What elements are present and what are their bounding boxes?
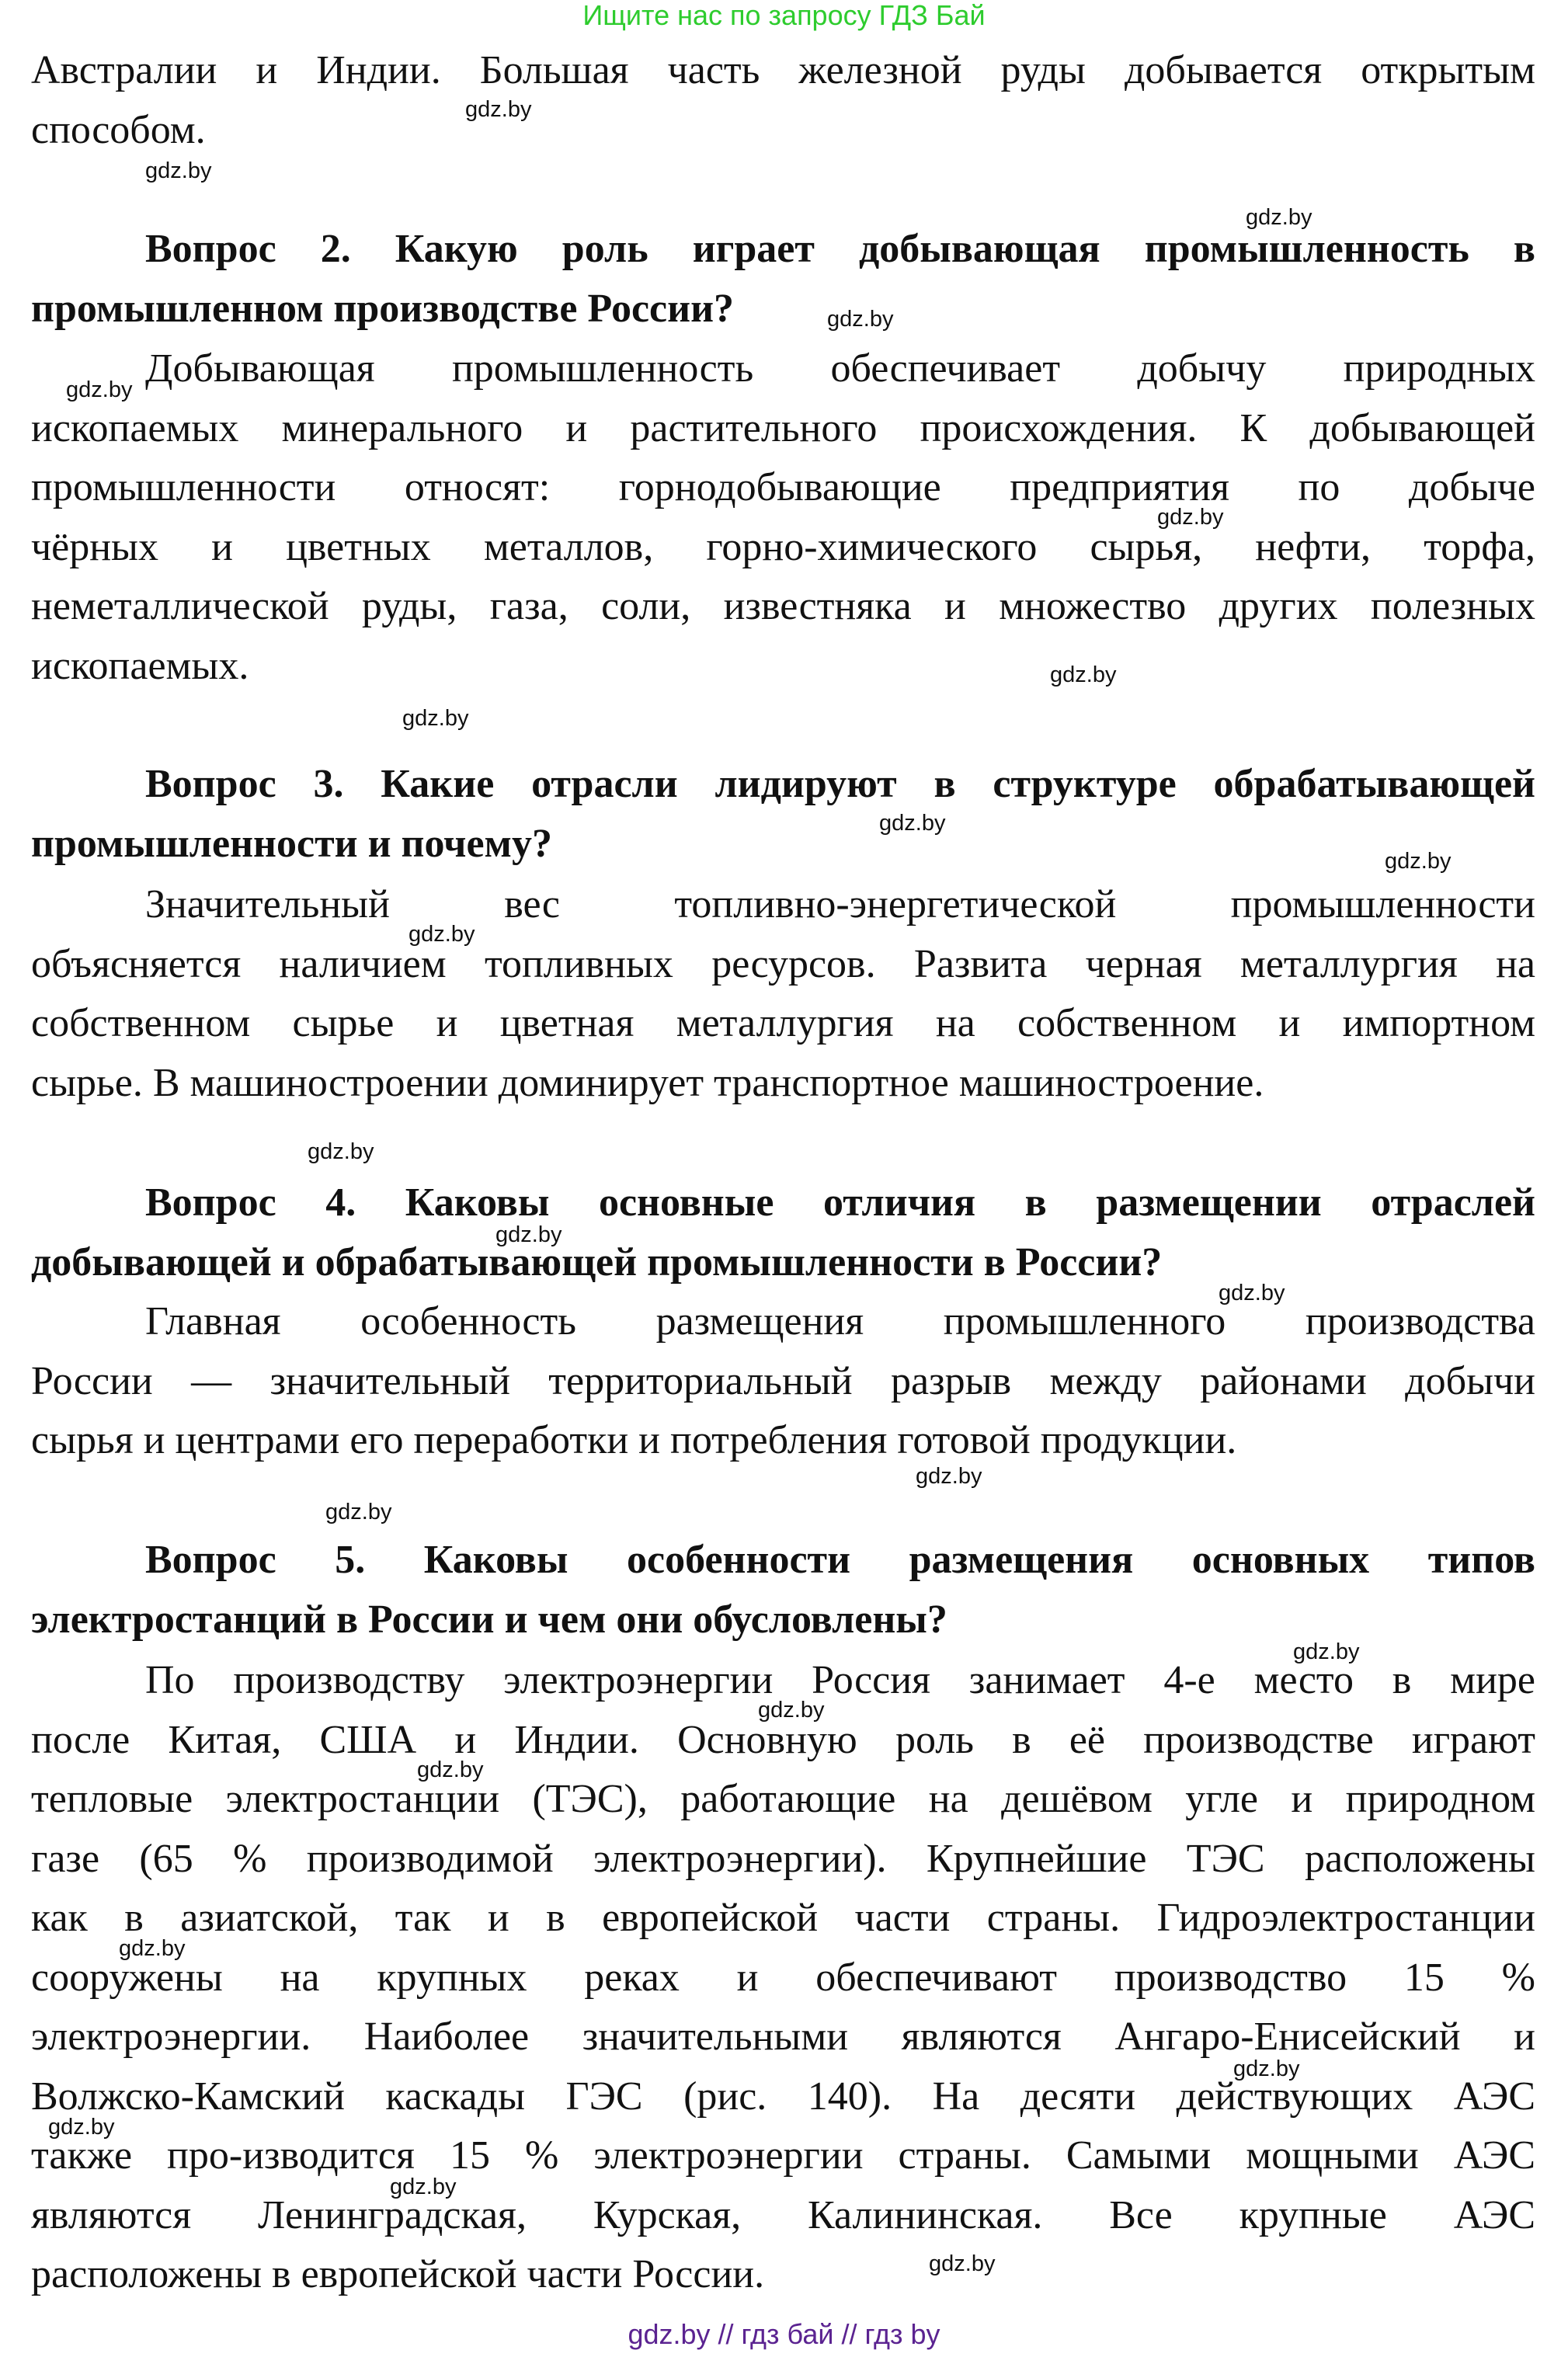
text-line: Главная особенность размещения промышленного производства bbox=[145, 1299, 1535, 1344]
text-line: промышленном производстве России? bbox=[31, 286, 735, 331]
text-line: после Китая, США и Индии. Основную роль в её производстве играют bbox=[31, 1717, 1535, 1762]
watermark: gdz.by bbox=[119, 1936, 186, 1961]
text-line: Австралии и Индии. Большая часть железной руды добывается открытым bbox=[31, 48, 1535, 92]
text-line: ископаемых минерального и растительного происхождения. К добывающей bbox=[31, 405, 1535, 450]
watermark: gdz.by bbox=[409, 922, 475, 947]
watermark: gdz.by bbox=[1246, 205, 1312, 230]
text-line: Вопрос 5. Каковы особенности размещения основных типов bbox=[145, 1538, 1535, 1582]
watermark: gdz.by bbox=[758, 1698, 825, 1723]
watermark: gdz.by bbox=[879, 811, 946, 836]
text-line: являются Ленинградская, Курская, Калининская. Все крупные АЭС bbox=[31, 2192, 1535, 2237]
text-line: промышленности относят: горнодобывающие предприятия по добыче bbox=[31, 465, 1535, 509]
watermark: gdz.by bbox=[465, 97, 532, 122]
watermark: gdz.by bbox=[1050, 662, 1117, 687]
watermark: gdz.by bbox=[916, 1464, 982, 1489]
text-line: По производству электроэнергии Россия занимает 4-е место в мире bbox=[145, 1658, 1535, 1702]
answer-5-paragraph bbox=[31, 1651, 1535, 2305]
text-line: Вопрос 2. Какую роль играет добывающая промышленность в bbox=[145, 227, 1535, 271]
text-line: сооружены на крупных реках и обеспечивают производство 15 % bbox=[31, 1955, 1535, 2000]
watermark: gdz.by bbox=[1385, 849, 1452, 874]
text-line: сырье. В машиностроении доминирует транспортное машиностроение. bbox=[31, 1060, 1264, 1105]
text-line: расположены в европейской части России. bbox=[31, 2252, 765, 2296]
watermark: gdz.by bbox=[402, 706, 469, 731]
text-line: способом. bbox=[31, 107, 206, 152]
text-line: Вопрос 4. Каковы основные отличия в размещении отраслей bbox=[145, 1180, 1535, 1225]
text-line: тепловые электростанции (ТЭС), работающие на дешёвом угле и природном bbox=[31, 1777, 1535, 1821]
watermark: gdz.by bbox=[66, 377, 133, 402]
text-line: сырья и центрами его переработки и потребления готовой продукции. bbox=[31, 1418, 1237, 1462]
search-banner[interactable]: Ищите нас по запросу ГДЗ Бай bbox=[582, 0, 986, 31]
text-line: Волжско-Камский каскады ГЭС (рис. 140). На десяти действующих АЭС bbox=[31, 2074, 1535, 2119]
question-5-heading bbox=[31, 1531, 1535, 1650]
text-line: России — значительный территориальный разрыв между районами добычи bbox=[31, 1358, 1535, 1403]
question-2-heading bbox=[31, 220, 1535, 339]
intro-paragraph bbox=[31, 41, 1535, 160]
answer-2-paragraph bbox=[31, 339, 1535, 696]
watermark: gdz.by bbox=[145, 158, 212, 183]
watermark: gdz.by bbox=[390, 2175, 457, 2199]
text-line: Вопрос 3. Какие отрасли лидируют в структуре обрабатывающей bbox=[145, 762, 1535, 806]
question-3-heading bbox=[31, 755, 1535, 874]
watermark: gdz.by bbox=[1219, 1281, 1285, 1305]
text-line: собственном сырье и цветная металлургия на собственном и импортном bbox=[31, 1001, 1535, 1045]
watermark: gdz.by bbox=[1293, 1639, 1360, 1664]
answer-4-paragraph bbox=[31, 1292, 1535, 1471]
watermark: gdz.by bbox=[495, 1222, 562, 1247]
watermark: gdz.by bbox=[325, 1500, 392, 1524]
watermark: gdz.by bbox=[308, 1139, 374, 1164]
question-4-heading bbox=[31, 1173, 1535, 1292]
answer-3-paragraph bbox=[31, 875, 1535, 1113]
text-line: электроэнергии. Наиболее значительными являются Ангаро-Енисейский и bbox=[31, 2015, 1535, 2059]
text-line: неметаллической руды, газа, соли, известняка и множество других полезных bbox=[31, 584, 1535, 628]
text-line: ископаемых. bbox=[31, 643, 249, 688]
watermark: gdz.by bbox=[1157, 505, 1224, 530]
text-line: Значительный вес топливно-энергетической промышленности bbox=[145, 882, 1535, 926]
text-line: также про-изводится 15 % электроэнергии страны. Самыми мощными АЭС bbox=[31, 2133, 1535, 2178]
text-line: чёрных и цветных металлов, горно-химического сырья, нефти, торфа, bbox=[31, 524, 1535, 569]
text-line: Добывающая промышленность обеспечивает добычу природных bbox=[145, 346, 1535, 391]
watermark: gdz.by bbox=[417, 1757, 484, 1782]
text-line: как в азиатской, так и в европейской части страны. Гидроэлектростанции bbox=[31, 1896, 1535, 1940]
footer-links[interactable]: gdz.by // гдз бай // гдз by bbox=[628, 2318, 940, 2350]
text-line: промышленности и почему? bbox=[31, 821, 552, 866]
watermark: gdz.by bbox=[48, 2115, 115, 2140]
watermark: gdz.by bbox=[929, 2251, 996, 2276]
text-line: добывающей и обрабатывающей промышленности в России? bbox=[31, 1239, 1163, 1285]
text-line: электростанций в России и чем они обусловлены? bbox=[31, 1597, 947, 1642]
watermark: gdz.by bbox=[1233, 2056, 1300, 2081]
text-line: газе (65 % производимой электроэнергии). Крупнейшие ТЭС расположены bbox=[31, 1836, 1535, 1881]
watermark: gdz.by bbox=[827, 307, 894, 332]
text-line: объясняется наличием топливных ресурсов. Развита черная металлургия на bbox=[31, 941, 1535, 986]
